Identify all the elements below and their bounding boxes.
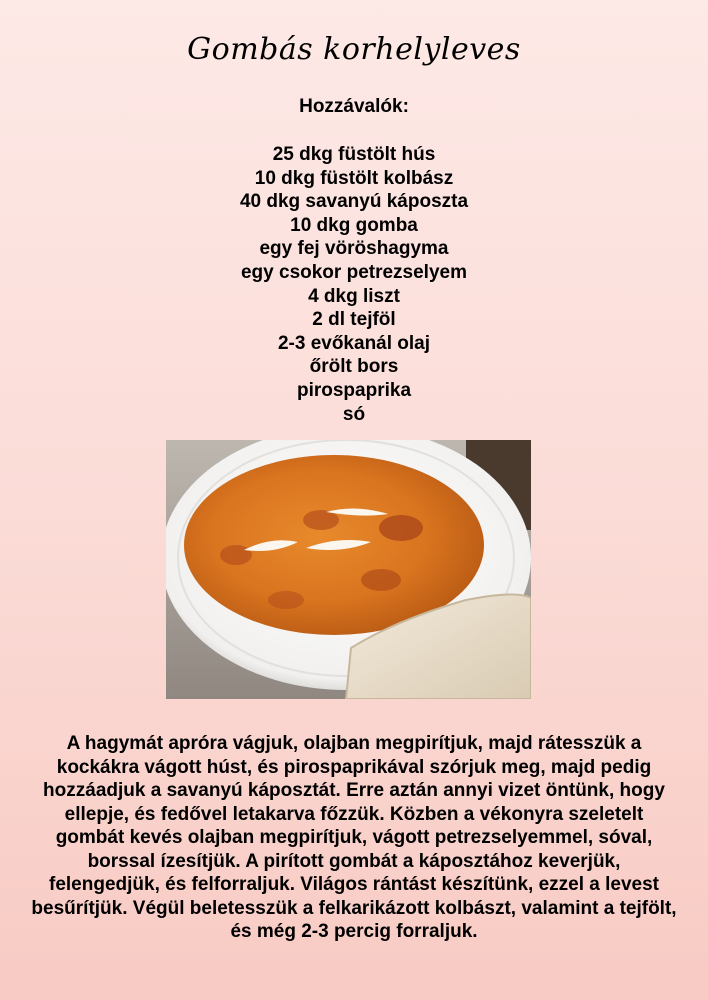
sausage-slice [361, 569, 401, 591]
recipe-title: Gombás korhelyleves [187, 32, 521, 67]
ingredient-item: 10 dkg gomba [290, 214, 418, 236]
ingredient-item: 40 dkg savanyú káposzta [239, 191, 469, 213]
ingredient-item: 25 dkg füstölt hús [272, 144, 436, 165]
sausage-slice [268, 591, 304, 609]
ingredient-item: 4 dkg liszt [308, 285, 400, 307]
recipe-instructions: A hagymát apróra vágjuk, olajban megpirítjuk, majd rátesszük a kockákra vágott húst, és pirospaprikával szórjuk meg, majd pedig hozzáadjuk a savanyú káposztát. Erre aztán annyi vizet öntünk, hogy ellepje, és fedővel letakarva főzzük. Közben a vékonyra szeletelt gombát kevés olajban megpirítjuk, vágott petrezselyemmel, sóval, borssal ízesítjük. A pirított gombát a káposztához keverjük, felengedjük, és felforraljuk. Világos rántást készítünk, ezzel a levest besűrítjük. Végül beletesszük a felkarikázott kolbászt, valamint a tejfölt, és még 2-3 percig forraljuk. [31, 733, 677, 942]
ingredient-item: egy fej vöröshagyma [259, 238, 449, 260]
soup-photo [166, 440, 531, 699]
ingredients-list [0, 143, 708, 426]
sausage-slice [220, 545, 252, 565]
ingredient-item: pirospaprika [296, 379, 412, 401]
ingredient-item: 10 dkg füstölt kolbász [254, 167, 454, 189]
ingredient-item: őrölt bors [309, 356, 399, 378]
ingredient-item: só [342, 403, 366, 425]
ingredient-item: egy csokor petrezselyem [240, 261, 467, 283]
ingredient-item: 2-3 evőkanál olaj [277, 332, 431, 354]
sausage-slice [379, 515, 423, 541]
ingredients-heading: Hozzávalók: [299, 96, 409, 117]
ingredient-item: 2 dl tejföl [312, 309, 396, 331]
